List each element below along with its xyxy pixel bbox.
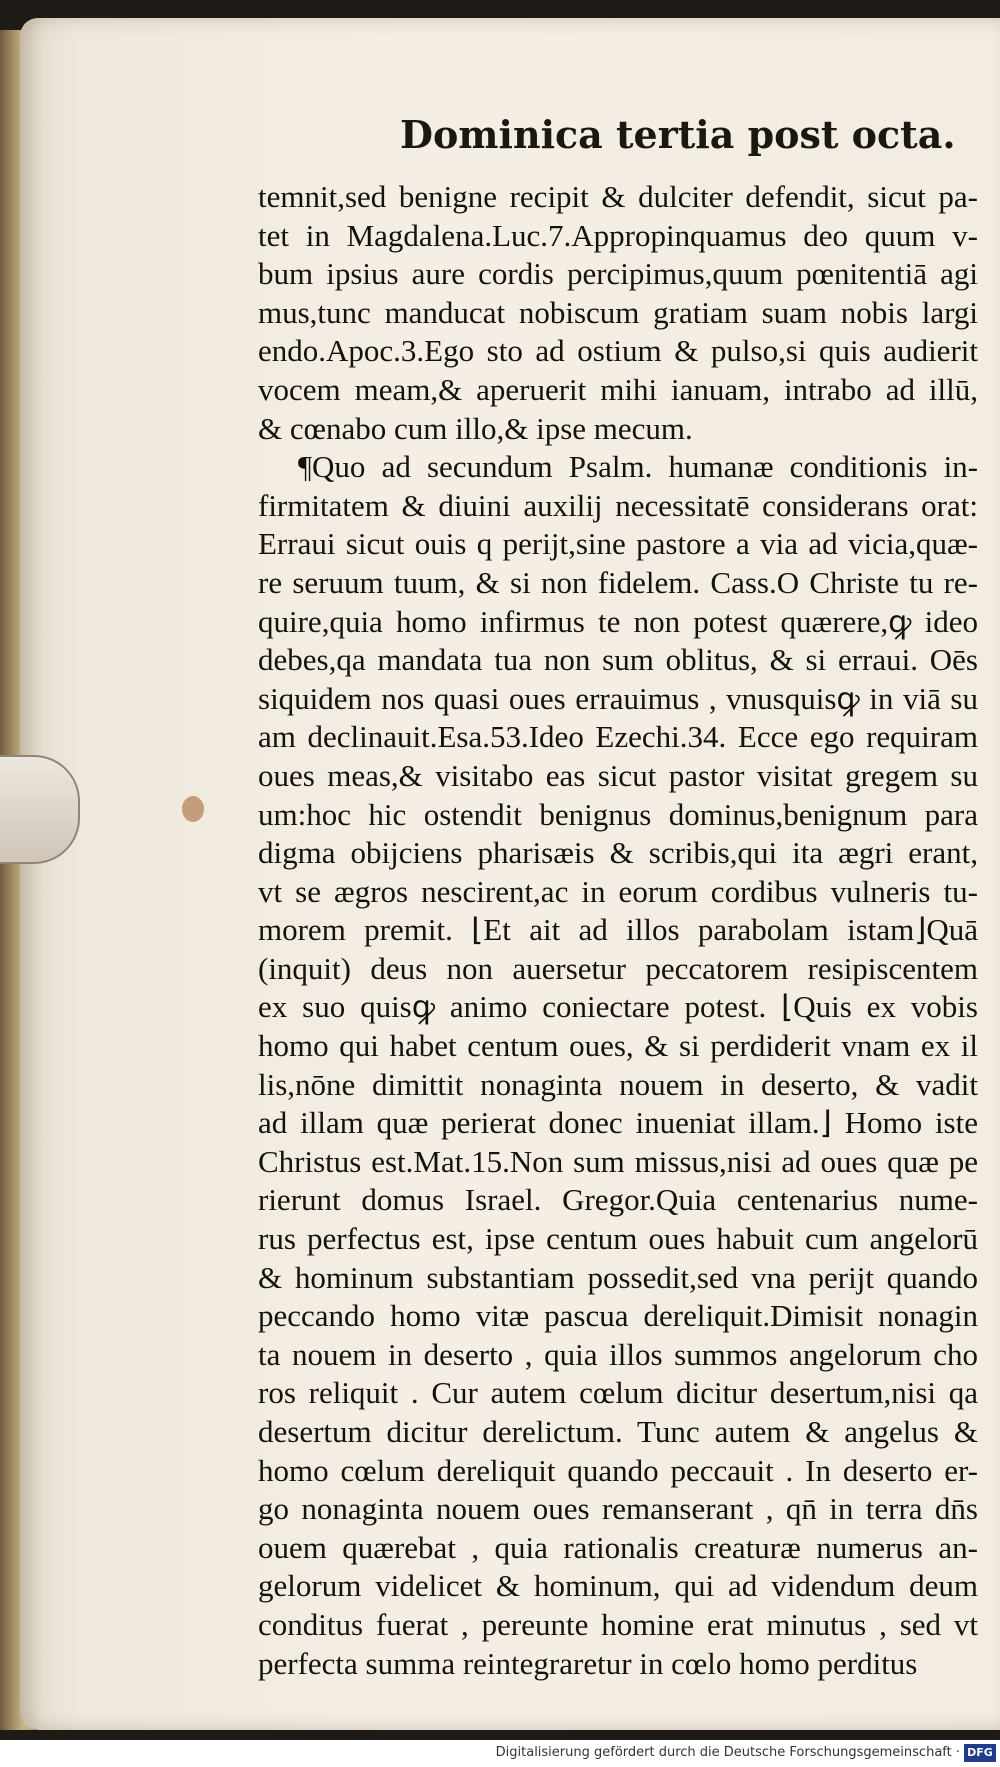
text-line: mus,tunc manducat nobiscum gratiam suam nobis largi [258, 294, 978, 330]
text-line: ros reliquit . Cur autem cœlum dicitur desertum,nisi qa [258, 1375, 978, 1411]
text-line: desertum dicitur derelictum. Tunc autem & angelus & [258, 1414, 978, 1449]
paper-stain [182, 796, 204, 822]
text-line: ex suo quisꝙ animo coniectare potest. ⌊Quis ex vobis [258, 989, 978, 1025]
text-line: Erraui sicut ouis q perijt,sine pastore a via ad vicia,quæ- [258, 526, 978, 562]
funding-credit: Digitalisierung gefördert durch die Deutsche Forschungsgemeinschaft · [495, 1745, 960, 1760]
text-line: peccando homo vitæ pascua dereliquit.Dimisit nonagin [258, 1298, 978, 1334]
text-line: (inquit) deus non auersetur peccatorem resipiscentem [258, 950, 978, 986]
footer-bar [0, 1740, 1000, 1767]
text-line: oues meas,& visitabo eas sicut pastor visitat gregem su [258, 757, 978, 793]
text-line: Christus est.Mat.15.Non sum missus,nisi ad oues quæ pe [258, 1143, 978, 1179]
text-line: temnit,sed benigne recipit & dulciter defendit, sicut pa- [258, 179, 978, 214]
text-line: ta nouem in deserto , quia illos summos angelorum cho [258, 1336, 978, 1372]
text-line: perfecta summa reintegraretur in cœlo homo perditus [258, 1645, 918, 1681]
text-line: digma obijciens pharisæis & scribis,qui ita ægri erant, [258, 835, 978, 871]
text-line: ouem quærebat , quia rationalis creaturæ numerus an- [258, 1529, 978, 1565]
text-line: firmitatem & diuini auxilij necessitatē considerans orat: [258, 487, 978, 523]
text-line: rierunt domus Israel. Gregor.Quia centenarius nume- [258, 1182, 978, 1218]
text-line: quire,quia homo infirmus te non potest quærere,ꝙ ideo [258, 603, 978, 639]
text-line: endo.Apoc.3.Ego sto ad ostium & pulso,si quis audierit [258, 333, 978, 369]
text-line: homo cœlum dereliquit quando peccauit . In deserto er- [258, 1452, 978, 1488]
text-line: um:hoc hic ostendit benignus dominus,benignum para [258, 796, 978, 832]
text-line: re seruum tuum, & si non fidelem. Cass.O Christe tu re- [258, 564, 978, 600]
text-line: siquidem nos quasi oues errauimus , vnusquisꝙ in viā su [258, 680, 978, 716]
book-clasp [0, 755, 80, 864]
text-line: lis,nōne dimittit nonaginta nouem in deserto, & vadit [258, 1066, 978, 1102]
text-line: tet in Magdalena.Luc.7.Appropinquamus deo quum v- [258, 217, 978, 253]
text-line: vocem meam,& aperuerit mihi ianuam, intrabo ad illū, [258, 371, 978, 407]
text-line: vt se ægros nescirent,ac in eorum cordibus vulneris tu- [258, 873, 978, 909]
text-line: rus perfectus est, ipse centum oues habuit cum angelorū [258, 1221, 978, 1257]
text-line: ad illam quæ perierat donec inueniat illam.⌋ Homo iste [258, 1105, 978, 1141]
running-header: Dominica tertia post octa. [400, 112, 956, 157]
text-line: & cœnabo cum illo,& ipse mecum. [258, 410, 693, 446]
text-line: debes,qa mandata tua non sum oblitus, & si erraui. Oēs [258, 642, 978, 678]
body-text [258, 178, 978, 1683]
text-line: go nonaginta nouem oues remanserant , qn̄ in terra dn̄s [258, 1491, 978, 1527]
text-line: conditus fuerat , pereunte homine erat minutus , sed vt [258, 1606, 978, 1642]
dfg-logo-icon: DFG [964, 1744, 996, 1762]
text-line: bum ipsius aure cordis percipimus,quum pœnitentiā agi [258, 256, 978, 292]
text-line: am declinauit.Esa.53.Ideo Ezechi.34. Ecce ego requiram [258, 719, 978, 755]
text-line: & hominum substantiam possedit,sed vna perijt quando [258, 1259, 978, 1295]
text-line: morem premit. ⌊Et ait ad illos parabolam istam⌋Quā [258, 912, 978, 948]
text-line: ¶Quo ad secundum Psalm. humanæ conditionis in- [298, 449, 978, 485]
text-line: homo qui habet centum oues, & si perdiderit vnam ex il [258, 1028, 978, 1064]
text-line: gelorum videlicet & hominum, qui ad videndum deum [258, 1568, 978, 1604]
